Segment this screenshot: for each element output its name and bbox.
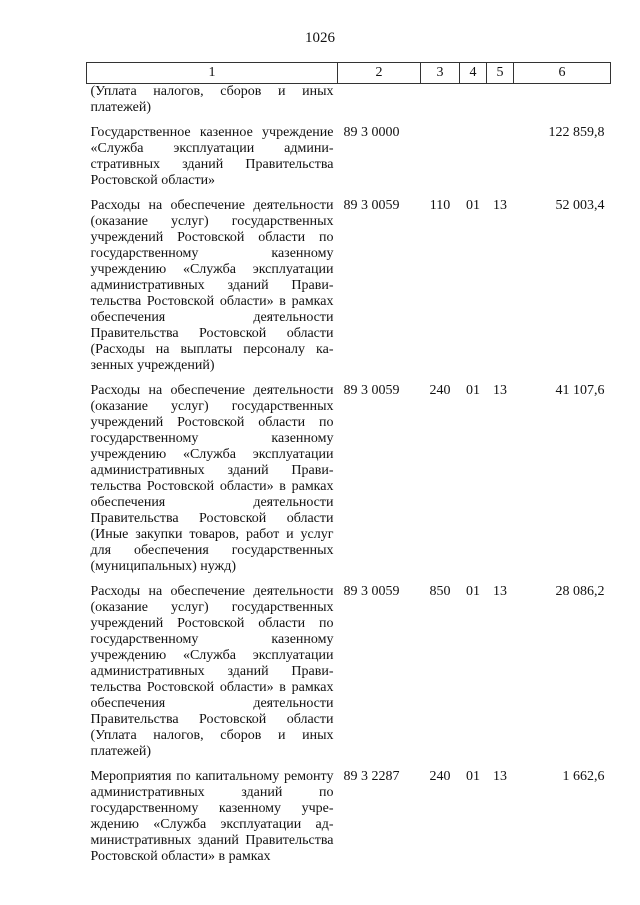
row-subsection: 13: [493, 198, 507, 213]
row-name: (Уплата налогов, сборов и иных платежей): [90, 84, 334, 115]
row-name: Государственное казенное учреждение «Служба эксплуатации административных зданий Правительства Ростовской области»: [90, 125, 334, 188]
row-section: 01: [466, 198, 480, 213]
header-col-1: 1: [87, 63, 338, 84]
row-subsection: 13: [493, 584, 507, 599]
table-header: [87, 63, 611, 84]
row-section: [460, 84, 487, 126]
row-name: Мероприятия по капитальному ремонту административных зданий по государственному казенному учреждению «Служба эксплуатации административных зданий Правительства Ростовской области» в рамках: [90, 769, 334, 864]
row-expense-type: [421, 84, 460, 126]
header-col-4: 4: [460, 63, 487, 84]
table-body: [87, 84, 611, 875]
table-row: [87, 125, 611, 198]
row-name: Расходы на обеспечение деятельности (оказание услуг) государственных учреждений Ростовской области по государственному казенному учреждению «Служба эксплуатации административных зданий Правительства Ростовской области» в рамках обеспечения деятельности Правительства Ростовской области (Уплата налогов, сборов и иных платежей): [90, 584, 334, 759]
row-target-code: 89 3 0059: [343, 383, 400, 398]
row-target-code: [338, 84, 421, 126]
header-row: [87, 63, 611, 84]
row-section: [460, 125, 487, 198]
row-expense-type: 240: [429, 383, 451, 398]
row-expense-type: 240: [429, 769, 451, 784]
row-subsection: [487, 125, 514, 198]
header-col-6: 6: [514, 63, 611, 84]
row-target-code: 89 3 0059: [343, 584, 400, 599]
table-row: [87, 584, 611, 769]
row-target-code: 89 3 0059: [343, 198, 400, 213]
row-amount: 1 662,6: [562, 769, 605, 784]
table-row: [87, 84, 611, 126]
row-amount: 41 107,6: [555, 383, 605, 398]
header-col-2: 2: [338, 63, 421, 84]
table-row: [87, 198, 611, 383]
row-section: 01: [466, 584, 480, 599]
row-subsection: [487, 84, 514, 126]
row-section: 01: [466, 769, 480, 784]
row-amount: 52 003,4: [555, 198, 605, 213]
page-number: 1026: [305, 30, 335, 46]
row-section: 01: [466, 383, 480, 398]
row-expense-type: 110: [429, 198, 451, 213]
budget-table: [86, 62, 611, 874]
row-amount: 28 086,2: [555, 584, 605, 599]
row-amount: [514, 84, 611, 126]
row-subsection: 13: [493, 383, 507, 398]
header-col-3: 3: [421, 63, 460, 84]
row-subsection: 13: [493, 769, 507, 784]
row-name: Расходы на обеспечение деятельности (оказание услуг) государственных учреждений Ростовской области по государственному казенному учреждению «Служба эксплуатации административных зданий Правительства Ростовской области» в рамках обеспечения деятельности Правительства Ростовской области (Расходы на выплаты персоналу казенных учреждений): [90, 198, 334, 373]
table-row: [87, 383, 611, 584]
table-row: [87, 769, 611, 874]
row-target-code: 89 3 2287: [343, 769, 400, 784]
row-expense-type: [421, 125, 460, 198]
row-target-code: 89 3 0000: [343, 125, 400, 140]
row-amount: 122 859,8: [548, 125, 605, 140]
row-expense-type: 850: [429, 584, 451, 599]
row-name: Расходы на обеспечение деятельности (оказание услуг) государственных учреждений Ростовской области по государственному казенному учреждению «Служба эксплуатации административных зданий Правительства Ростовской области» в рамках обеспечения деятельности Правительства Ростовской области (Иные закупки товаров, работ и услуг для обеспечения государственных (муниципальных) нужд): [90, 383, 334, 574]
header-col-5: 5: [487, 63, 514, 84]
